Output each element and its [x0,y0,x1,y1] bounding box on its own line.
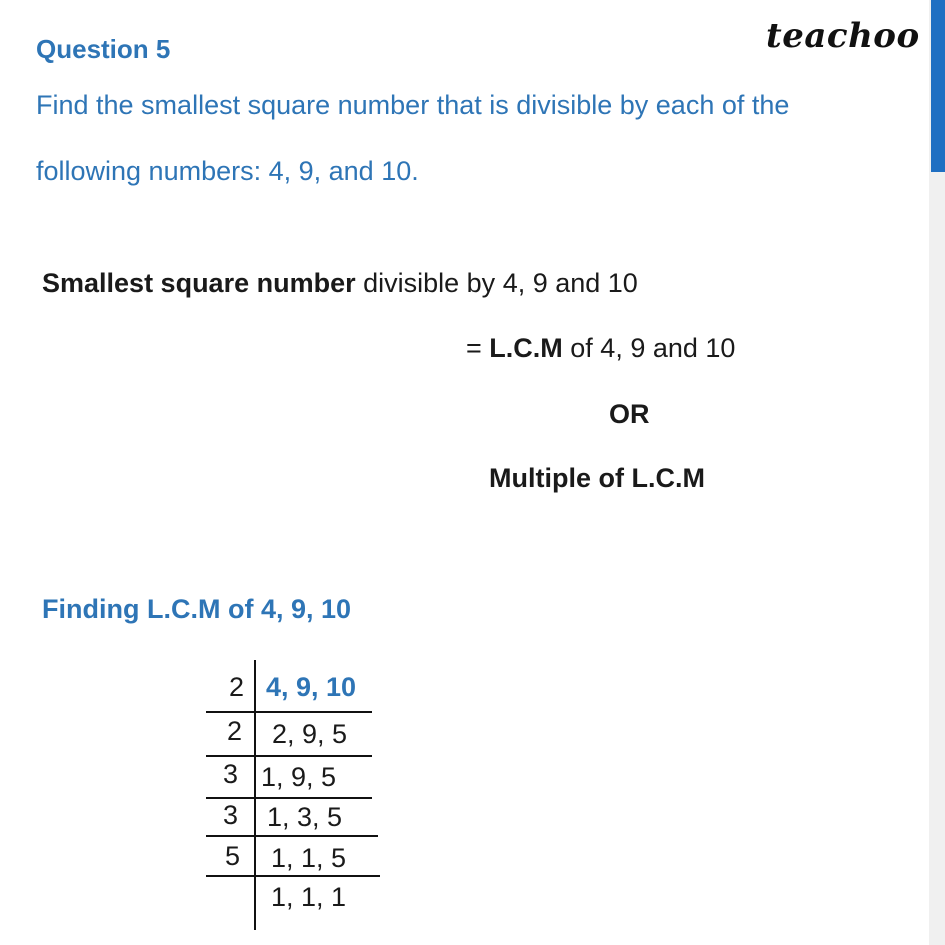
solution-or: OR [609,399,650,429]
table-values: 1, 9, 5 [261,762,337,792]
solution-line2-rest: of 4, 9 and 10 [562,333,736,363]
table-vertical-divider [254,660,256,930]
table-values: 2, 9, 5 [272,719,348,749]
teachoo-logo: teachoo [766,16,920,56]
table-divisor: 2 [227,716,243,746]
question-text-line1: Find the smallest square number that is divisible by each of the [36,90,790,120]
table-rule-2 [206,755,372,757]
table-values: 1, 1, 1 [271,882,347,912]
question-number: Question 5 [36,34,171,64]
solution-line1 [42,268,638,299]
lcm-heading: Finding L.C.M of 4, 9, 10 [42,594,352,624]
table-divisor: 3 [223,759,239,789]
solution-line2 [466,333,735,364]
table-values: 1, 3, 5 [267,802,343,832]
table-values: 4, 9, 10 [266,672,357,702]
table-divisor: 2 [229,672,245,702]
solution-line1-bold: Smallest square number [42,268,356,298]
question-text-line2: following numbers: 4, 9, and 10. [36,156,419,186]
solution-line2-prefix: = [466,333,490,363]
table-rule-3 [206,797,372,799]
side-scrollbar-thumb [931,0,945,172]
table-rule-4 [206,835,378,837]
table-rule-1 [206,711,372,713]
solution-multiple-of-lcm: Multiple of L.C.M [489,463,705,493]
table-values: 1, 1, 5 [271,843,347,873]
table-rule-5 [206,875,380,877]
table-divisor: 3 [223,800,239,830]
solution-line2-bold: L.C.M [489,333,563,363]
solution-line1-rest: divisible by 4, 9 and 10 [355,268,638,298]
table-divisor: 5 [225,841,241,871]
